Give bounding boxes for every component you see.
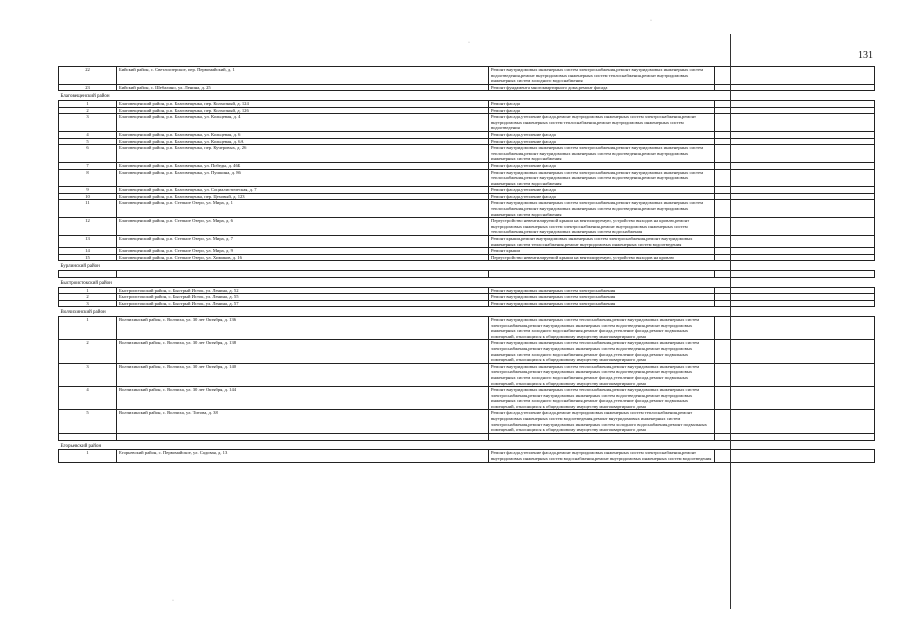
extra-cell [715,67,875,85]
table-row [59,248,875,255]
row-number-cell: 22 [59,67,117,85]
extra-cell [715,84,875,91]
work-type-cell: Ремонт внутридомовых инженерных систем электроснабжения,ремонт внутридомовых инженерных систем теплоснабжения,ремонт внутридомовых инженерных систем водоотведения,ремонт внутридомовых инженерных систем водоснабжения [489,200,715,218]
table-row [59,131,875,138]
address-cell: Бийский район, с. Светлоозерское, пер. Первомайский, д. 1 [117,67,489,85]
extra-cell [715,287,875,294]
table-row [59,387,875,410]
region-label: Бурлинский район [59,261,875,271]
table-row [59,200,875,218]
row-number-cell: 2 [59,294,117,301]
empty-row [59,433,875,440]
extra-cell [715,300,875,307]
empty-cell [59,271,117,278]
row-number-cell: 4 [59,387,117,410]
empty-cell [489,271,715,278]
row-number-cell: 2 [59,107,117,114]
address-cell: Волчихинский район, с. Волчиха, ул. 30 лет Октября, д. 136 [117,316,489,339]
extra-cell [715,162,875,169]
scan-mark: · [468,40,470,46]
work-type-cell: Ремонт внутридомовых инженерных систем электроснабжения [489,294,715,301]
repair-schedule-table [58,66,875,463]
work-type-cell: Ремонт внутридомовых инженерных систем теплоснабжения,ремонт внутридомовых инженерных систем электроснабжения,ремонт внутридомовых инженерных систем водоотведения,ремонт внутридомовых инженерных систем холодного водоснабжения,ремонт фасада,утепление фасада,ремонт подвальных помещений, относящихся к общедомовому имуществу многоквартирного дома [489,363,715,386]
extra-cell [715,169,875,187]
address-cell: Благовещенский район, р.п. Благовещенка, пер. Колхозный, д. 124 [117,100,489,107]
scan-mark: · [650,18,652,24]
address-cell: Благовещенский район, р.п. Благовещенка, пер. Цеховый, д. 123 [117,193,489,200]
work-type-cell: Ремонт фасада,утепление фасада,ремонт внутридомовых инженерных систем теплоснабжения,ремонт внутридомовых инженерных систем водоотведения,ремонт внутридомовых инженерных систем электроснабжения,ремонт внутридомовых инженерных систем холодного водоснабжения,ремонт подвальных помещений, относящихся к общедомовому имуществу многоквартирного дома [489,410,715,433]
work-type-cell: Ремонт фасада,утепление фасада [489,162,715,169]
address-cell: Благовещенский район, р.п. Степное Озеро, ул. Мира, д. 1 [117,200,489,218]
row-number-cell: 9 [59,187,117,194]
work-type-cell: Ремонт внутридомовых инженерных систем теплоснабжения,ремонт внутридомовых инженерных систем электроснабжения,ремонт внутридомовых инженерных систем водоотведения,ремонт внутридомовых инженерных систем холодного водоснабжения,ремонт фасада,утепление фасада,ремонт подвальных помещений, относящихся к общедомовому имуществу многоквартирного дома [489,316,715,339]
table-row [59,236,875,248]
work-type-cell: Ремонт внутридомовых инженерных систем электроснабжения,ремонт внутридомовых инженерных систем теплоснабжения,ремонт внутридомовых инженерных систем водоотведения,ремонт внутридомовых инженерных систем водоснабжения [489,145,715,163]
empty-cell [59,433,117,440]
row-number-cell: 3 [59,300,117,307]
table-row [59,450,875,462]
extra-cell [715,387,875,410]
extra-cell [715,100,875,107]
region-header-row [59,278,875,288]
row-number-cell: 11 [59,200,117,218]
work-type-cell: Ремонт фасада,утепление фасада [489,131,715,138]
extra-cell [715,187,875,194]
row-number-cell: 13 [59,236,117,248]
table-row [59,294,875,301]
work-type-cell: Ремонт фасада,утепление фасада [489,187,715,194]
row-number-cell: 1 [59,316,117,339]
page-number: 131 [858,50,873,61]
row-number-cell: 6 [59,145,117,163]
extra-cell [715,363,875,386]
extra-cell [715,218,875,236]
work-type-cell: Ремонт фундамента многоквартирного дома,ремонт фасада [489,84,715,91]
region-label: Волчихинский район [59,307,875,317]
address-cell: Благовещенский район, р.п. Степное Озеро, ул. Химиков, д. 16 [117,254,489,261]
region-header-row [59,261,875,271]
address-cell: Благовещенский район, р.п. Благовещенка, пер. Колхозный, д. 126 [117,107,489,114]
work-type-cell: Ремонт фасада [489,100,715,107]
address-cell: Благовещенский район, р.п. Благовещенка, пер. Кучеровых, д. 26 [117,145,489,163]
row-number-cell: 8 [59,169,117,187]
table-row [59,107,875,114]
region-label: Благовещенский район [59,91,875,101]
table-row [59,316,875,339]
region-header-row [59,307,875,317]
work-type-cell: Переустройство невентилируемой крыши на вентилируемую, устройство выходов на кровлю [489,254,715,261]
table-row [59,363,875,386]
row-number-cell: 1 [59,287,117,294]
address-cell: Волчихинский район, с. Волчиха, ул. 30 лет Октября, д. 140 [117,363,489,386]
extra-cell [715,248,875,255]
row-number-cell: 15 [59,254,117,261]
table-row [59,114,875,132]
empty-row [59,271,875,278]
row-number-cell: 5 [59,410,117,433]
region-header-row [59,440,875,450]
row-number-cell: 3 [59,114,117,132]
table-row [59,287,875,294]
region-label: Быстроистокский район [59,278,875,288]
address-cell: Благовещенский район, р.п. Степное Озеро, ул. Мира, д. 9 [117,248,489,255]
extra-cell [715,294,875,301]
work-type-cell: Ремонт фасада,утепление фасада,ремонт внутридомовых инженерных систем электроснабжения,ремонт внутридомовых инженерных систем водоснабжения,ремонт внутридомовых инженерных систем водоотведения [489,450,715,462]
work-type-cell: Ремонт внутридомовых инженерных систем теплоснабжения,ремонт внутридомовых инженерных систем электроснабжения,ремонт внутридомовых инженерных систем водоотведения,ремонт внутридомовых инженерных систем холодного водоснабжения,ремонт фасада,утепление фасада,ремонт подвальных помещений, относящихся к общедомовому имуществу многоквартирного дома [489,387,715,410]
extra-cell [715,107,875,114]
work-type-cell: Ремонт фасада,утепление фасада [489,138,715,145]
extra-cell [715,193,875,200]
address-cell: Егорьевский район, с. Первомайское, ул. Садовая, д. 13 [117,450,489,462]
row-number-cell: 3 [59,363,117,386]
scan-mark: · [172,598,174,604]
region-label: Егорьевский район [59,440,875,450]
row-number-cell: 5 [59,138,117,145]
table-body [59,67,875,463]
extra-cell [715,145,875,163]
table-row [59,340,875,363]
address-cell: Благовещенский район, р.п. Степное Озеро, ул. Мира, д. 7 [117,236,489,248]
address-cell: Быстроистокский район, с. Быстрый Исток, ул. Ленина, д. 55 [117,294,489,301]
work-type-cell: Ремонт внутридомовых инженерных систем электроснабжения [489,287,715,294]
row-number-cell: 23 [59,84,117,91]
table-row [59,162,875,169]
table-row [59,193,875,200]
address-cell: Благовещенский район, р.п. Благовещенка, ул. Пушкина, д. 86 [117,169,489,187]
address-cell: Благовещенский район, р.п. Степное Озеро, ул. Мира, д. 6 [117,218,489,236]
extra-cell [715,131,875,138]
row-number-cell: 2 [59,340,117,363]
table-row [59,254,875,261]
work-type-cell: Переустройство невентилируемой крыши на вентилируемую, устройство выходов на кровлю,ремонт внутридомовых инженерных систем электроснабжения,ремонт внутридомовых инженерных систем теплоснабжения,ремонт внутридомовых инженерных систем водоснабжения [489,218,715,236]
address-cell: Благовещенский район, р.п. Благовещенка, ул. Победы, д. 46Б [117,162,489,169]
address-cell: Волчихинский район, с. Волчиха, ул. 30 лет Октября, д. 144 [117,387,489,410]
table-row [59,67,875,85]
table-row [59,300,875,307]
extra-cell [715,236,875,248]
table-row [59,145,875,163]
table-row [59,410,875,433]
empty-cell [715,433,875,440]
row-number-cell: 1 [59,450,117,462]
row-number-cell: 12 [59,218,117,236]
address-cell: Благовещенский район, р.п. Благовещенка, ул. Кольцевая, д. 6 [117,131,489,138]
region-header-row [59,91,875,101]
table-row [59,169,875,187]
empty-cell [117,433,489,440]
extra-cell [715,138,875,145]
empty-cell [715,271,875,278]
extra-cell [715,316,875,339]
address-cell: Волчихинский район, с. Волчиха, ул. 30 лет Октября, д. 138 [117,340,489,363]
address-cell: Благовещенский район, р.п. Благовещенка, ул. Социалистическая, д. 7 [117,187,489,194]
extra-cell [715,450,875,462]
work-type-cell: Ремонт внутридомовых инженерных систем электроснабжения,ремонт внутридомовых инженерных систем водоотведения,ремонт внутридомовых инженерных систем теплоснабжения,ремонт внутридомовых инженерных систем холодного водоснабжения [489,67,715,85]
empty-cell [117,271,489,278]
table-row [59,100,875,107]
row-number-cell: 14 [59,248,117,255]
empty-cell [489,433,715,440]
address-cell: Быстроистокский район, с. Быстрый Исток, ул. Ленина, д. 57 [117,300,489,307]
extra-cell [715,254,875,261]
extra-cell [715,114,875,132]
table-row [59,84,875,91]
row-number-cell: 10 [59,193,117,200]
table-row [59,187,875,194]
address-cell: Благовещенский район, р.п. Благовещенка, ул. Кольцевая, д. 6А [117,138,489,145]
row-number-cell: 7 [59,162,117,169]
row-number-cell: 4 [59,131,117,138]
scan-vertical-line [730,34,731,609]
address-cell: Благовещенский район, р.п. Благовещенка, ул. Кольцевая, д. 4 [117,114,489,132]
address-cell: Волчихинский район, с. Волчиха, ул. Титова, д. 38 [117,410,489,433]
work-type-cell: Ремонт фасада [489,107,715,114]
work-type-cell: Ремонт внутридомовых инженерных систем электроснабжения,ремонт внутридомовых инженерных систем теплоснабжения,ремонт внутридомовых инженерных систем водоотведения,ремонт внутридомовых инженерных систем водоснабжения [489,169,715,187]
address-cell: Бийский район, с. Шебалино, ул. Ленина, д. 25 [117,84,489,91]
address-cell: Быстроистокский район, с. Быстрый Исток, ул. Ленина, д. 52 [117,287,489,294]
extra-cell [715,200,875,218]
table-row [59,138,875,145]
row-number-cell: 1 [59,100,117,107]
table-row [59,218,875,236]
work-type-cell: Ремонт фасада,утепление фасада [489,193,715,200]
work-type-cell: Ремонт крыши [489,248,715,255]
extra-cell [715,340,875,363]
extra-cell [715,410,875,433]
work-type-cell: Ремонт внутридомовых инженерных систем теплоснабжения,ремонт внутридомовых инженерных систем электроснабжения,ремонт внутридомовых инженерных систем водоотведения,ремонт внутридомовых инженерных систем холодного водоснабжения,ремонт фасада,утепление фасада,ремонт подвальных помещений, относящихся к общедомовому имуществу многоквартирного дома [489,340,715,363]
work-type-cell: Ремонт крыши,ремонт внутридомовых инженерных систем электроснабжения,ремонт внутридомовых инженерных систем теплоснабжения,ремонт внутридомовых инженерных систем водоотведения [489,236,715,248]
work-type-cell: Ремонт фасада,утепление фасада,ремонт внутридомовых инженерных систем электроснабжения,ремонт внутридомовых инженерных систем теплоснабжения,ремонт внутридомовых инженерных систем водоотведения [489,114,715,132]
work-type-cell: Ремонт внутридомовых инженерных систем электроснабжения [489,300,715,307]
